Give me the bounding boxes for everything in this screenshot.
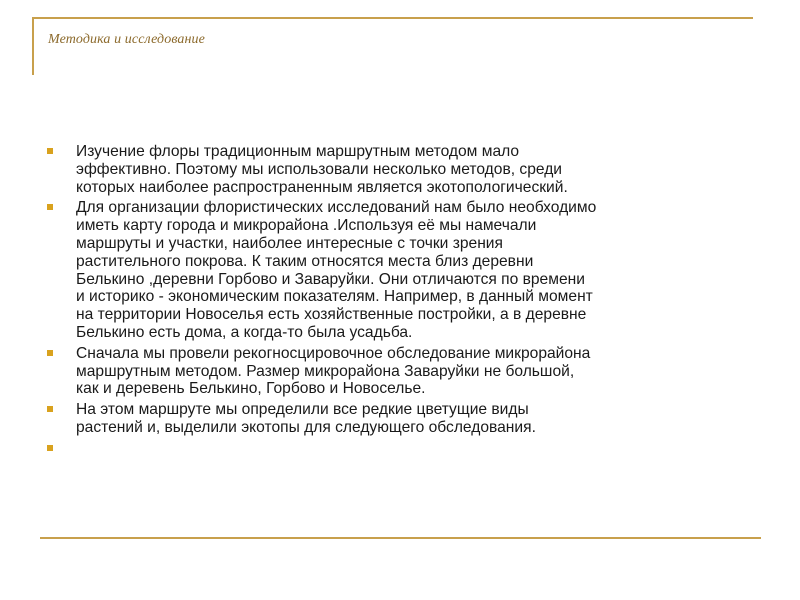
- bullet-marker: [47, 148, 53, 154]
- bullet-text: [76, 143, 744, 196]
- bullet-text: [76, 401, 744, 437]
- bullet-item-2: [44, 199, 744, 341]
- bullet-marker: [47, 445, 53, 451]
- bullet-marker: [47, 350, 53, 356]
- bullet-marker: [47, 204, 53, 210]
- text-line: Белькино есть дома, а когда-то была усадьба.: [76, 323, 413, 341]
- text-line: Белькино ,деревни Горбово и Заваруйки. Они отличаются по времени: [76, 270, 585, 288]
- text-line: которых наиболее распространенным является экотопологический.: [76, 178, 568, 196]
- top-divider: [32, 17, 753, 19]
- text-line: Для организации флористических исследований нам было необходимо: [76, 199, 597, 217]
- slide-title: Методика и исследование: [48, 32, 205, 47]
- bullet-item-5-empty: [44, 440, 744, 458]
- text-line: растений и, выделили экотопы для следующего обследования.: [76, 418, 536, 436]
- bullet-item-1: [44, 143, 744, 196]
- text-line: иметь карту города и микрорайона .Используя её мы намечали: [76, 217, 537, 235]
- bullet-text: [76, 345, 744, 398]
- bullet-item-4: [44, 401, 744, 437]
- bullet-item-3: [44, 345, 744, 398]
- bullet-list: [44, 143, 744, 461]
- bottom-divider: [40, 537, 761, 539]
- text-line: и историко - экономическим показателям. Например, в данный момент: [76, 288, 593, 306]
- text-line: как и деревень Белькино, Горбово и Новоселье.: [76, 380, 426, 398]
- text-line: Изучение флоры традиционным маршрутным методом мало: [76, 143, 520, 160]
- bullet-text: [76, 199, 744, 341]
- left-divider: [32, 17, 34, 75]
- text-line: растительного покрова. К таким относятся места близ деревни: [76, 252, 534, 270]
- text-line: Сначала мы провели рекогносцировочное обследование микрорайона: [76, 344, 591, 362]
- text-line: На этом маршруте мы определили все редкие цветущие виды: [76, 401, 529, 419]
- text-line: эффективно. Поэтому мы использовали несколько методов, среди: [76, 160, 563, 178]
- text-line: маршрутным методом. Размер микрорайона Заваруйки не большой,: [76, 362, 575, 380]
- text-line: на территории Новоселья есть хозяйственные постройки, а в деревне: [76, 306, 587, 324]
- text-line: маршруты и участки, наиболее интересные с точки зрения: [76, 234, 503, 252]
- bullet-marker: [47, 406, 53, 412]
